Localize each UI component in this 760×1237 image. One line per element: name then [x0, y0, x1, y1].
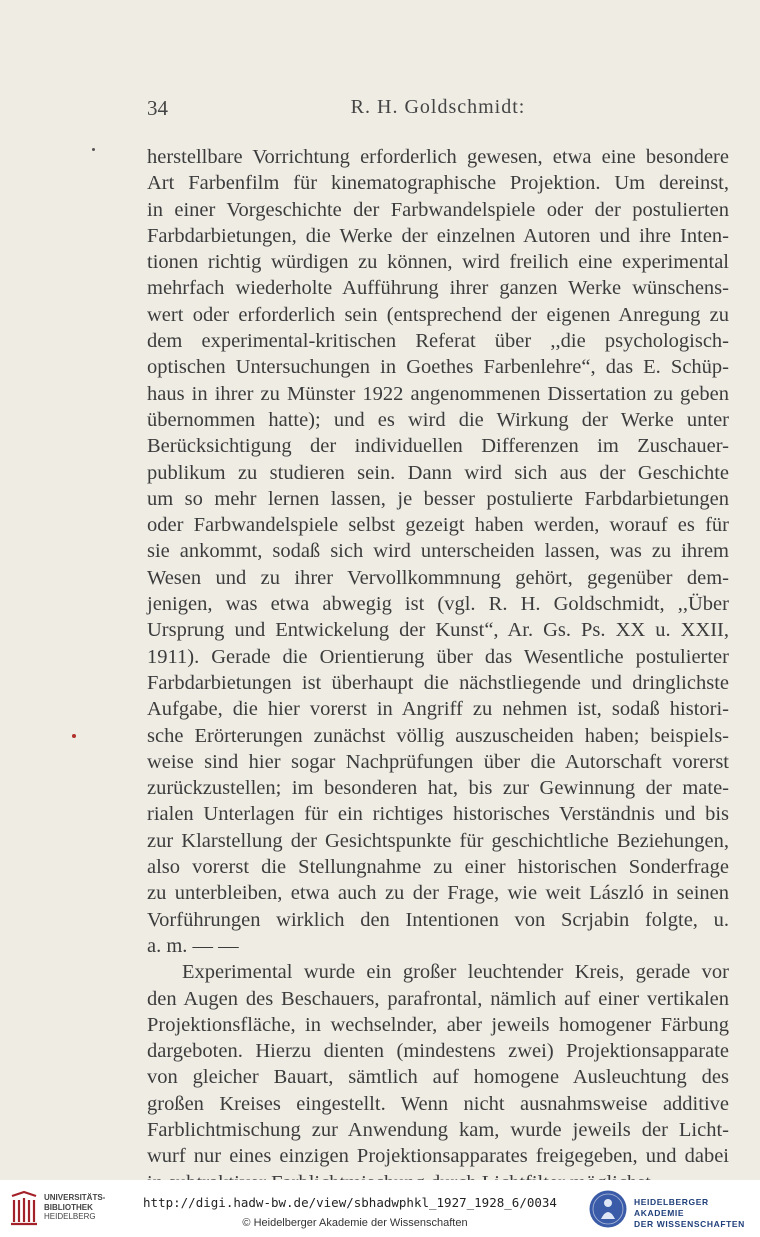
text-line: Wesen und zu ihrer Vervollkommnung gehört, gegenüber dem-: [147, 566, 729, 589]
text-line: in einer Vorgeschichte der Farbwandelspiele oder der postulierten: [147, 198, 729, 221]
page-number: 34: [147, 96, 168, 120]
text-line: großen Kreises eingestellt. Wenn nicht ausnahmsweise additive: [147, 1092, 729, 1115]
page-header: [147, 96, 729, 126]
hadw-line: DER WISSENSCHAFTEN: [634, 1219, 745, 1229]
text-line: weise sind hier sogar Nachprüfungen über die Autorschaft vorerst: [147, 750, 729, 773]
text-line: sie ankommt, sodaß sich wird unterscheiden lassen, was zu ihrem: [147, 540, 729, 563]
text-line: oder Farbwandelspiele selbst gezeigt haben werden, worauf es für: [147, 514, 729, 537]
text-line: publikum zu studieren sein. Dann wird sich aus der Geschichte: [147, 461, 729, 484]
university-library-name: [44, 1193, 105, 1222]
ub-line: UNIVERSITÄTS-: [44, 1193, 106, 1202]
academy-name: [634, 1197, 760, 1230]
copyright-notice: © Heidelberger Akademie der Wissenschaften: [242, 1217, 468, 1229]
text-line: tionen richtig würdigen zu können, wird freilich eine experimental: [147, 251, 729, 274]
text-line: Experimental wurde ein großer leuchtender Kreis, gerade vor: [182, 961, 729, 984]
academy-seal-icon: [588, 1189, 628, 1229]
text-line: Ursprung und Entwickelung der Kunst“, Ar. Gs. Ps. XX u. XXII,: [147, 619, 729, 642]
text-line: Berücksichtigung der individuellen Differenzen im Zuschauer-: [147, 435, 729, 458]
text-line: rialen Unterlagen für ein richtiges historisches Verständnis und bis: [147, 803, 729, 826]
running-title: R. H. Goldschmidt:: [350, 96, 526, 118]
text-line: haus in ihrer zu Münster 1922 angenommenen Dissertation zu geben: [147, 382, 729, 405]
text-line: zur Klarstellung der Gesichtspunkte für geschichtliche Beziehungen,: [147, 829, 729, 852]
text-line: Aufgabe, die hier vorerst in Angriff zu nehmen ist, sodaß histori-: [147, 698, 729, 721]
text-line: Art Farbenfilm für kinematographische Projektion. Um dereinst,: [147, 172, 729, 195]
text-line: Projektionsfläche, in wechselnder, aber jeweils homogener Färbung: [147, 1013, 729, 1036]
text-line: 1911). Gerade die Orientierung über das Wesentliche postulierter: [147, 645, 729, 668]
ub-line: HEIDELBERG: [44, 1212, 96, 1221]
text-line: Farbdarbietungen ist überhaupt die nächstliegende und dringlichste: [147, 671, 729, 694]
text-line: Farbdarbietungen, die Werke der einzelnen Autoren und ihre Inten-: [147, 224, 729, 247]
text-line: von gleicher Bauart, sämtlich auf homogene Ausleuchtung des: [147, 1066, 729, 1089]
ub-line: BIBLIOTHEK: [44, 1202, 93, 1212]
university-library-logo-icon: [8, 1190, 40, 1226]
text-line: dem experimental-kritischen Referat über ,,die psychologisch-: [147, 330, 729, 353]
body-text: [147, 144, 729, 1196]
ink-speck: [92, 148, 95, 151]
text-line: wurf nur eines einzigen Projektionsapparates freigegeben, und dabei: [147, 1145, 729, 1168]
permalink-url[interactable]: http://digi.hadw-bw.de/view/sbhadwphkl_1927_1928_6/0034: [143, 1195, 557, 1210]
ink-speck: [72, 734, 76, 738]
text-line: sche Erörterungen zunächst völlig auszuscheiden haben; beispiels-: [147, 724, 729, 747]
text-line: also vorerst die Stellungnahme zu einer historischen Sonderfrage: [147, 856, 729, 879]
text-line: mehrfach wiederholte Aufführung ihrer ganzen Werke wünschens-: [147, 277, 729, 300]
text-line: zurückzustellen; im besonderen hat, bis zur Gewinnung der mate-: [147, 777, 729, 800]
hadw-line: HEIDELBERGER AKADEMIE: [634, 1197, 709, 1218]
text-line: den Augen des Beschauers, parafrontal, nämlich auf einer vertikalen: [147, 987, 729, 1010]
text-line: um so mehr lernen lassen, je besser postulierte Farbdarbietungen: [147, 487, 729, 510]
text-line: übernommen hatte); und es wird die Wirkung der Werke unter: [147, 408, 729, 431]
text-line: herstellbare Vorrichtung erforderlich gewesen, etwa eine besondere: [147, 146, 729, 168]
text-line: zu unterbleiben, etwa auch zu der Frage, wie weit László in seinen: [147, 882, 729, 905]
text-line: a. m. — —: [147, 934, 239, 957]
text-line: Vorführungen wirklich den Intentionen von Scrjabin folgte, u.: [147, 908, 729, 931]
text-line: wert oder erforderlich sein (entsprechend der eigenen Anregung zu: [147, 303, 729, 326]
footer-bar: [0, 1180, 760, 1237]
text-line: dargeboten. Hierzu dienten (mindestens zwei) Projektionsapparate: [147, 1040, 729, 1063]
text-line: optischen Untersuchungen in Goethes Farbenlehre“, das E. Schüp-: [147, 356, 729, 379]
text-line: jenigen, was etwa abwegig ist (vgl. R. H. Goldschmidt, ,,Über: [147, 593, 729, 616]
text-line: Farblichtmischung zur Anwendung kam, wurde jeweils der Licht-: [147, 1118, 729, 1141]
